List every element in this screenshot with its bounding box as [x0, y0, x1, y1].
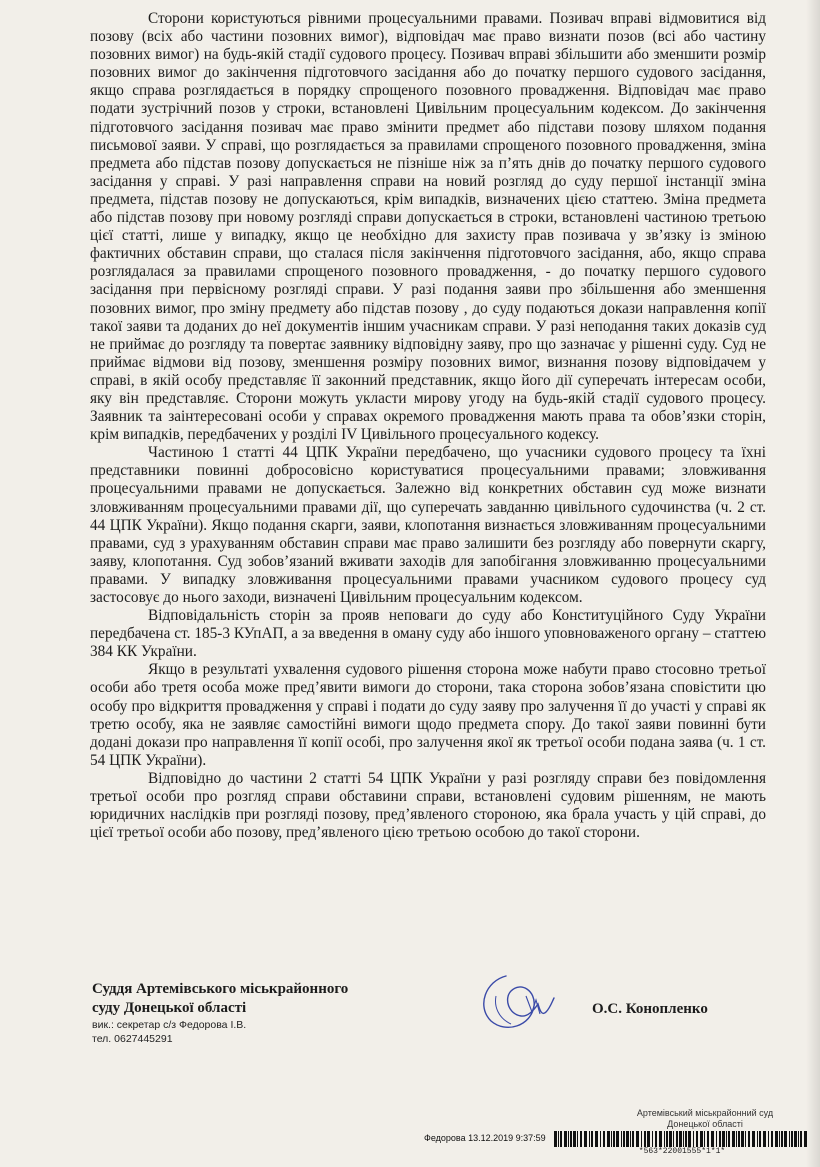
barcode-bar — [570, 1131, 572, 1147]
barcode-bar — [738, 1131, 740, 1147]
barcode-bar — [591, 1131, 593, 1147]
barcode-bar — [676, 1131, 678, 1147]
barcode-bar — [711, 1131, 714, 1147]
barcode-bar — [623, 1131, 625, 1147]
barcode-bar — [589, 1131, 590, 1147]
barcode-bar — [558, 1131, 559, 1147]
barcode-bar — [693, 1131, 694, 1147]
barcode-bar — [794, 1131, 797, 1147]
barcode-bar — [573, 1131, 576, 1147]
barcode-bar — [564, 1131, 567, 1147]
barcode-bar — [560, 1131, 562, 1147]
phone-line: тел. 0627445291 — [92, 1033, 173, 1045]
judge-title-line1: Суддя Артемівського міськрайонного — [92, 981, 349, 997]
barcode-bar — [732, 1131, 735, 1147]
barcode-bar — [577, 1131, 578, 1147]
barcode-bar — [798, 1131, 799, 1147]
barcode-bar — [696, 1131, 698, 1147]
barcode-bar — [655, 1131, 657, 1147]
barcode-bar — [679, 1131, 682, 1147]
judge-title — [92, 980, 382, 1018]
barcode-bar — [748, 1131, 750, 1147]
barcode-bar — [683, 1131, 684, 1147]
body-paragraph-4: Якщо в результаті ухвалення судового рішення сторона може набути право стосовно третьої особи або третя особа може пред’явити вимоги до сторони, така сторона зобов’язана сповістити цю особу про відкриття провадження у справі і подати до суду заяву про залучення її до участі у справі як третю особу, яка не заявляє самостійні вимоги щодо предмета спору. До такої заяви повинні бути додані докази про направлення її копії особі, про залучення якої як третьої особи подана заява (ч. 1 ст. 54 ЦПК України). — [90, 661, 766, 769]
court-stamp-line2: Донецької області — [667, 1119, 743, 1129]
barcode-bar — [630, 1131, 631, 1147]
barcode-bar — [652, 1131, 653, 1147]
barcode-bar — [791, 1131, 793, 1147]
barcode-bar — [669, 1131, 672, 1147]
barcode-caption: *563*22001555*1*1* — [638, 1147, 726, 1156]
barcode-bar — [603, 1131, 605, 1147]
barcode-bar — [700, 1131, 703, 1147]
barcode-bar — [728, 1131, 730, 1147]
barcode-bar — [775, 1131, 778, 1147]
body-paragraph-5: Відповідно до частини 2 статті 54 ЦПК України у разі розгляду справи без повідомлення третьої особи про розгляд справи обставини справи, встановлені судовим рішенням, не мають юридичних наслідків при розгляді позову, пред’явленого стороною, яка брала участь у цій справі, до цієї третьої особи або позову, пред’явленого цією третьою особою до такої сторони. — [90, 769, 766, 842]
barcode-bar — [781, 1131, 783, 1147]
barcode — [554, 1131, 808, 1147]
barcode-bar — [736, 1131, 737, 1147]
barcode-bar — [741, 1131, 744, 1147]
barcode-bar — [673, 1131, 674, 1147]
judge-name: О.С. Конопленко — [592, 1001, 708, 1017]
barcode-bar — [752, 1131, 755, 1147]
executor-line: вик.: секретар с/з Федорова І.В. — [92, 1019, 247, 1031]
barcode-bar — [632, 1131, 634, 1147]
judge-title-line2: суду Донецької області — [92, 1000, 247, 1016]
executor-info — [92, 1018, 246, 1046]
barcode-bar — [688, 1131, 691, 1147]
barcode-bar — [726, 1131, 727, 1147]
barcode-bar — [641, 1131, 642, 1147]
body-paragraph-3: Відповідальність сторін за прояв неповаги до суду або Конституційного Суду України передбачена ст. 185-3 КУпАП, а за введення в оману суду або іншого уповноваженого органу – статтею 384 КК України. — [90, 607, 766, 661]
barcode-bar — [757, 1131, 758, 1147]
barcode-bar — [607, 1131, 610, 1147]
body-paragraph-2: Частиною 1 статті 44 ЦПК України передбачено, що учасники судового процесу та їхні представники повинні добросовісно користуватися процесуальними правами; зловживання процесуальними правами не допускається. Залежно від конкретних обставин суд може визнати зловживанням процесуальними правами дії, що суперечать завданню цивільного судочинства (ч. 2 ст. 44 ЦПК України). Якщо подання скарги, заяви, клопотання визнається зловживанням процесуальними правами, суд з урахуванням обставин справи має право залишити без розгляду або повернути скаргу, заяву, клопотання. Суд зобов’язаний вживати заходів для запобігання зловживанню процесуальними правами. У випадку зловживання процесуальними правами учасником судового процесу суд застосовує до нього заходи, визначені Цивільним процесуальним кодексом. — [90, 444, 766, 606]
barcode-bar — [636, 1131, 639, 1147]
barcode-bar — [789, 1131, 790, 1147]
court-stamp-line1: Артемівський міськрайонний суд — [636, 1108, 774, 1118]
barcode-bar — [685, 1131, 687, 1147]
handwritten-signature — [466, 966, 566, 1046]
barcode-bar — [611, 1131, 612, 1147]
barcode-bar — [644, 1131, 646, 1147]
barcode-bar — [768, 1131, 769, 1147]
barcode-bar — [722, 1131, 725, 1147]
barcode-bar — [554, 1131, 557, 1147]
barcode-bar — [745, 1131, 746, 1147]
barcode-bar — [584, 1131, 587, 1147]
barcode-bar — [779, 1131, 780, 1147]
body-paragraph-1: Сторони користуються рівними процесуальними правами. Позивач вправі відмовитися від позову (всіх або частини позовних вимог), відповідач має право визнати позов (всі або частину позовних вимог) на будь-якій стадії судового процесу. Позивач вправі збільшити або зменшити розмір позовних вимог до закінчення підготовчого засідання або до початку першого судового засідання, якщо справа розглядається в порядку спрощеного позовного провадження. Відповідач має право подати зустрічний позов у строки, встановлені Цивільним процесуальним кодексом. До закінчення підготовчого засідання позивач має право змінити предмет або підстави позову шляхом подання письмової заяви. У справі, що розглядається за правилами спрощеного позовного провадження, зміна предмета або підстав позову допускається не пізніше ніж за п’ять днів до початку першого судового засідання у справі. У разі направлення справи на новий розгляд до суду першої інстанції зміна предмета, підстав позову не допускаються, крім випадків, визначених цією статтею. Зміна предмета або підстав позову при новому розгляді справи допускається в строки, встановлені частиною третьою цієї статті, лише у випадку, якщо це необхідно для захисту прав позивача у зв’язку із зміною фактичних обставин справи, що сталася після закінчення підготовчого засідання, або, якщо справа розглядалася за правилами спрощеного позовного провадження, - до початку першого судового засідання при первісному розгляді справи. У разі подання заяви про збільшення або зменшення позовних вимог, про зміну предмету або підстав позову , до суду подаються докази направлення копії такої заяви та доданих до неї документів іншим учасникам справи. У разі неподання таких доказів суд не приймає до розгляду та повертає заявнику відповідну заяву, про що зазначає у рішенні суду. Суд не приймає відмови від позову, зменшення розміру позовних вимог, визнання позову відповідачем у справі, в якій особу представляє її законний представник, якщо його дії суперечать інтересам особи, яку він представляє. Сторони можуть укласти мирову угоду на будь-якій стадії судового процесу. Заявник та заінтересовані особи у справах окремого провадження мають права та обов’язки сторін, крім випадків, передбачених у розділі IV Цивільного процесуального кодексу. — [90, 10, 766, 444]
court-stamp-text — [605, 1108, 805, 1130]
footer-timestamp: Федорова 13.12.2019 9:37:59 — [424, 1133, 546, 1143]
barcode-bar — [568, 1131, 569, 1147]
barcode-bar — [664, 1131, 665, 1147]
barcode-bar — [716, 1131, 717, 1147]
barcode-bar — [647, 1131, 650, 1147]
barcode-bar — [613, 1131, 615, 1147]
barcode-bar — [659, 1131, 662, 1147]
barcode-bar — [707, 1131, 709, 1147]
barcode-bar — [626, 1131, 629, 1147]
barcode-bar — [771, 1131, 773, 1147]
barcode-bar — [759, 1131, 761, 1147]
barcode-bar — [600, 1131, 601, 1147]
barcode-bar — [621, 1131, 622, 1147]
barcode-bar — [800, 1131, 802, 1147]
barcode-bar — [784, 1131, 787, 1147]
barcode-bar — [595, 1131, 598, 1147]
barcode-bar — [719, 1131, 721, 1147]
scan-edge-shadow — [806, 0, 820, 1167]
barcode-bar — [580, 1131, 582, 1147]
barcode-bar — [666, 1131, 668, 1147]
barcode-bar — [616, 1131, 619, 1147]
barcode-bar — [704, 1131, 705, 1147]
barcode-bar — [763, 1131, 766, 1147]
document-body — [90, 10, 766, 842]
